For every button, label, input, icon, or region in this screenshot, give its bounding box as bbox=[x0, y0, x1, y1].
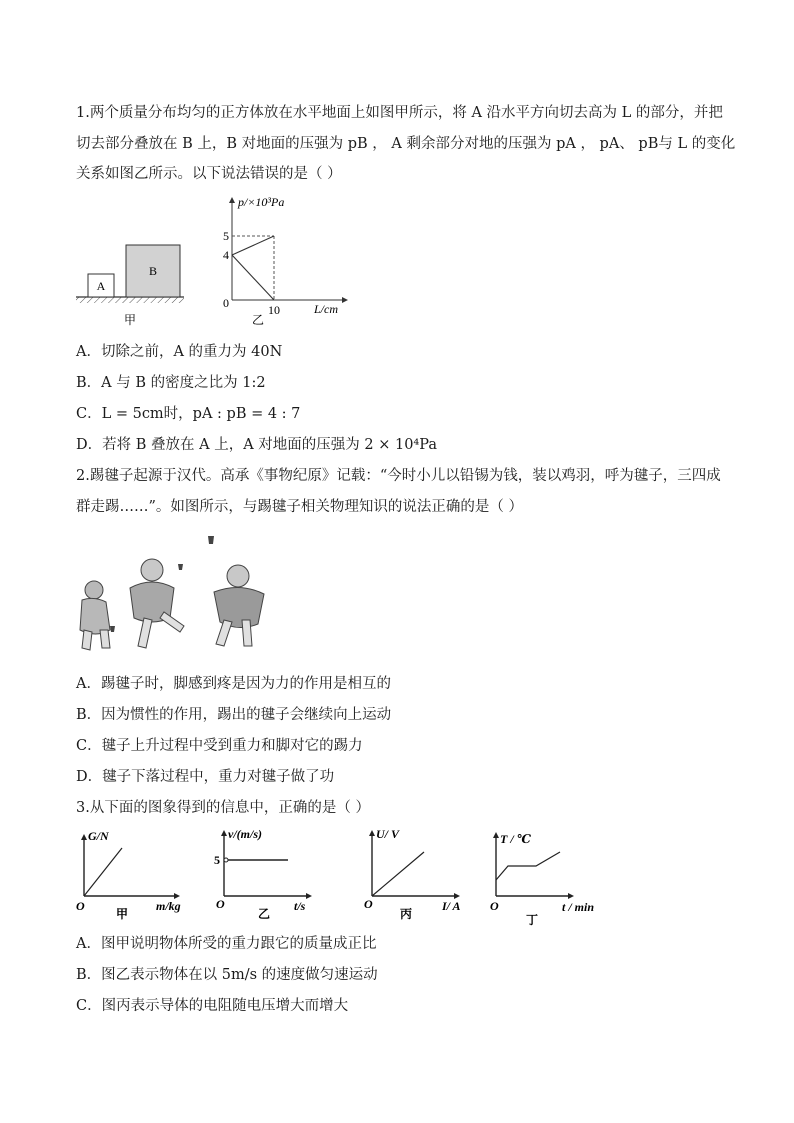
y-axis-arrow bbox=[221, 830, 227, 836]
x-axis-arrow bbox=[306, 893, 312, 899]
q2-stem-line-2: 群走踢……”。如图所示，与踢毽子相关物理知识的说法正确的是（ ） bbox=[76, 499, 524, 515]
x-axis-label: m/kg bbox=[156, 899, 181, 913]
tick-5: 5 bbox=[214, 853, 220, 867]
q3-stem-line-1: 3.从下面的图象得到的信息中，正确的是（ ） bbox=[76, 800, 370, 816]
x-axis-arrow bbox=[342, 297, 348, 303]
graph-caption: 丁 bbox=[525, 913, 539, 927]
figure-jia-blocks bbox=[76, 236, 186, 328]
graph-bing-u-i bbox=[362, 826, 472, 926]
y-axis-arrow bbox=[369, 830, 375, 836]
line-pa bbox=[232, 255, 274, 300]
y-axis-label: U/ V bbox=[376, 827, 400, 841]
tick-y-0: 0 bbox=[223, 296, 229, 310]
x-axis-label: t/s bbox=[294, 899, 306, 913]
figure-yi-graph bbox=[214, 194, 354, 328]
figure-jia-caption: 甲 bbox=[123, 313, 137, 327]
tick-y-5: 5 bbox=[223, 229, 229, 243]
q2-option-b: B．因为惯性的作用，踢出的毽子会继续向上运动 bbox=[76, 707, 392, 723]
q2-option-d: D．毽子下落过程中，重力对毽子做了功 bbox=[76, 769, 335, 785]
start-point bbox=[224, 858, 228, 862]
shuttlecock-1 bbox=[208, 536, 214, 544]
x-axis-label: L/cm bbox=[314, 302, 338, 316]
graph-jia-g-m bbox=[74, 826, 194, 926]
plot-line bbox=[496, 852, 560, 880]
graph-ding-t-t bbox=[486, 826, 616, 930]
q3-option-b: B．图乙表示物体在以 5m/s 的速度做匀速运动 bbox=[76, 967, 378, 983]
ground-hatch bbox=[76, 297, 184, 303]
origin-label: O bbox=[364, 897, 373, 911]
graph-caption: 乙 bbox=[257, 907, 271, 921]
y-axis-label: T / ℃ bbox=[500, 832, 532, 846]
y-axis-arrow bbox=[229, 197, 235, 203]
kid-3 bbox=[214, 565, 264, 646]
graph-caption: 甲 bbox=[115, 907, 129, 921]
shuttlecock-2 bbox=[178, 564, 183, 570]
q2-option-a: A．踢毽子时，脚感到疼是因为力的作用是相互的 bbox=[76, 676, 391, 692]
q1-option-d: D．若将 B 叠放在 A 上，A 对地面的压强为 2 × 10⁴Pa bbox=[76, 437, 437, 453]
q1-option-c: C．L = 5cm时，pA : pB = 4 : 7 bbox=[76, 406, 301, 422]
y-axis-label: G/N bbox=[88, 829, 109, 843]
kid-2 bbox=[130, 559, 184, 648]
plot-line bbox=[84, 848, 122, 896]
shuttlecock-3 bbox=[110, 626, 115, 632]
q3-option-c: C．图丙表示导体的电阻随电压增大而增大 bbox=[76, 998, 349, 1014]
plot-line bbox=[372, 852, 424, 896]
x-axis-label: t / min bbox=[562, 900, 595, 914]
tick-x-10: 10 bbox=[268, 303, 280, 317]
graph-yi-v-t bbox=[214, 826, 334, 926]
origin-label: O bbox=[76, 899, 85, 913]
x-axis-label: I/ A bbox=[442, 899, 461, 913]
y-axis-label: p/×10³Pa bbox=[238, 195, 285, 209]
kid-1 bbox=[80, 581, 110, 650]
line-pb bbox=[232, 236, 274, 255]
q2-stem-line-1: 2.踢毽子起源于汉代。高承《事物纪原》记载：“今时小儿以铅锡为钱，装以鸡羽，呼为毽子，三四成 bbox=[76, 468, 721, 484]
q1-option-b: B．A 与 B 的密度之比为 1:2 bbox=[76, 375, 266, 391]
graph-caption: 丙 bbox=[399, 907, 413, 921]
x-axis-arrow bbox=[568, 893, 574, 899]
q1-option-a: A．切除之前，A 的重力为 40N bbox=[76, 344, 283, 360]
tick-y-4: 4 bbox=[223, 248, 229, 262]
q1-stem-line-3: 关系如图乙所示。以下说法错误的是（ ） bbox=[76, 166, 342, 182]
origin-label: O bbox=[216, 897, 225, 911]
figure-yi-caption: 乙 bbox=[251, 313, 265, 327]
q3-option-a: A．图甲说明物体所受的重力跟它的质量成正比 bbox=[76, 936, 377, 952]
block-b-label: B bbox=[148, 264, 158, 278]
block-a-label: A bbox=[96, 279, 106, 293]
q2-option-c: C．毽子上升过程中受到重力和脚对它的踢力 bbox=[76, 738, 363, 754]
origin-label: O bbox=[490, 899, 499, 913]
q1-stem-line-2: 切去部分叠放在 B 上，B 对地面的压强为 pB ， A 剩余部分对地的压强为 pA ， pA、 pB与 L 的变化 bbox=[76, 136, 736, 152]
y-axis-arrow bbox=[493, 832, 499, 838]
shuttlecock-kids-illustration bbox=[74, 530, 274, 660]
y-axis-arrow bbox=[81, 834, 87, 840]
y-axis-label: v/(m/s) bbox=[228, 827, 262, 841]
q1-stem-line-1: 1.两个质量分布均匀的正方体放在水平地面上如图甲所示，将 A 沿水平方向切去高为 L 的部分，并把 bbox=[76, 105, 723, 121]
